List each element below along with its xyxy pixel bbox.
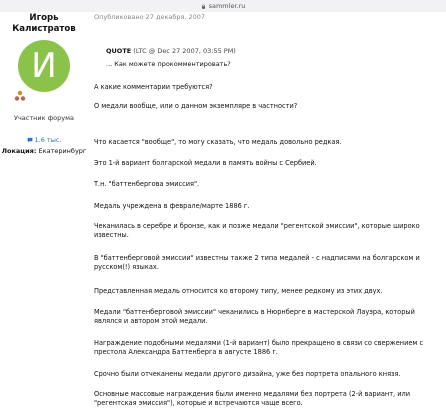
rank-stars-icon xyxy=(14,90,26,102)
post-paragraph: В "баттенберговой эмиссии" известны также 2 типа медалей - с надписями на болгарском и русском(!) языках. xyxy=(94,254,420,271)
reputation-count: 1.6 тыс. xyxy=(34,136,62,144)
post-paragraph: А какие комментарии требуются? xyxy=(94,83,213,91)
reputation xyxy=(0,136,88,144)
post-paragraph: Срочно были отчеканены медали другого дизайна, уже без портрета опального князя. xyxy=(94,370,401,378)
quote-label: QUOTE xyxy=(106,47,132,55)
quote-source: (LTC @ Dec 27 2007, 03:55 PM) xyxy=(133,47,236,55)
location-label: Локация: xyxy=(1,147,37,155)
post-paragraph: Представленная медаль относится ко второму типу, менее редкому из этих двух. xyxy=(94,287,383,295)
quote-header xyxy=(106,47,442,56)
post-paragraph: О медали вообще, или о данном экземпляре в частности? xyxy=(94,102,298,110)
post-date[interactable]: Опубликовано 27 декабря, 2007 xyxy=(94,13,206,21)
url-text: sammler.ru xyxy=(208,2,246,10)
post-paragraph: Награждение подобными медалями (1-й вариант) было прекращено в связи со свержением с престола Александра Баттенберга в августе 1886 г. xyxy=(94,339,424,356)
quote-text: ... Как можете прокомментировать? xyxy=(106,60,231,68)
comment-bubble-icon xyxy=(27,137,33,143)
author-sidebar xyxy=(0,12,88,400)
avatar[interactable] xyxy=(18,40,70,92)
browser-url-bar[interactable] xyxy=(0,0,446,12)
post-paragraph: Что касается "вообще", то могу сказать, что медаль довольно редкая. xyxy=(94,138,342,146)
post-paragraph: Чеканилась в серебре и бронзе, как и позже медали "регентской эмиссии", которые широко известны. xyxy=(94,222,420,239)
post-paragraph: Это 1-й вариант болгарской медали в память войны с Сербией. xyxy=(94,159,317,167)
author-name[interactable]: Игорь Калистратов xyxy=(12,13,76,34)
lock-icon xyxy=(201,4,206,9)
avatar-letter: И xyxy=(31,46,57,86)
author-location xyxy=(0,147,88,155)
post-paragraph: Медали "баттенберговой эмиссии" чеканились в Нюрнберге в мастерской Лауэра, который являлся и автором этой медали. xyxy=(94,308,415,325)
post-paragraph: Т.н. "баттенбергова эмиссия". xyxy=(94,180,200,188)
post-body xyxy=(94,12,442,407)
location-value: Екатеринбург xyxy=(38,147,87,155)
avatar-container xyxy=(9,40,79,110)
post-paragraph: Основные массовые награждения были именно медалями без портрета (2-й вариант, или "регентская эмиссия"), которые и встречаются чаще всего. xyxy=(94,390,411,407)
post-paragraph: Медаль учреждена в феврале/марте 1886 г. xyxy=(94,202,250,210)
member-role: Участник форума xyxy=(13,114,74,122)
